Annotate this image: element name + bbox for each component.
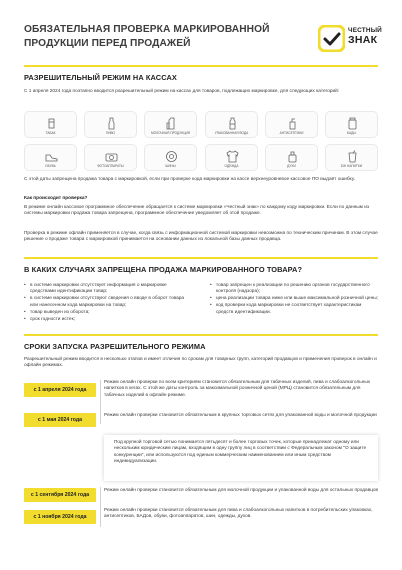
- timeline-line: [100, 487, 101, 527]
- list-item: • срок годности истек;: [24, 317, 192, 323]
- beer-icon: [105, 117, 118, 130]
- list-item: • цена реализации товара ниже или выше максимальной розничной цены;: [210, 296, 378, 302]
- category-label: УПАКОВАННАЯ ВОДА: [214, 131, 249, 135]
- stage-date-badge: с 1 мая 2024 года: [24, 413, 96, 427]
- category-card: [325, 111, 378, 138]
- category-label: ШИНЫ: [165, 164, 176, 168]
- perfume-icon: [286, 150, 299, 163]
- section-divider: [24, 334, 378, 336]
- list-item: • в системе маркировки отсутствуют сведения о вводе в оборот товара или нанесенном кода маркировки на товар;: [24, 296, 192, 309]
- logo-wordmark: [348, 27, 382, 46]
- soft-drinks-icon: [346, 150, 359, 163]
- section-title-timeline: СРОКИ ЗАПУСКА РАЗРЕШИТЕЛЬНОГО РЕЖИМА: [24, 342, 206, 351]
- category-label: ФОТОАППАРАТЫ: [97, 164, 124, 168]
- category-card: [84, 111, 137, 138]
- section-divider: [24, 65, 378, 67]
- category-label: ОБУВЬ: [45, 164, 56, 168]
- list-item: • в системе маркировки отсутствует информация о маркировке средствами идентификации товар;: [24, 283, 192, 296]
- category-label: ПИВО: [105, 131, 116, 135]
- title-line-1: ОБЯЗАТЕЛЬНАЯ ПРОВЕРКА МАРКИРОВАННОЙ: [24, 24, 270, 35]
- logo-big-text: ЗНАК: [348, 34, 378, 46]
- ban-note: С этой даты запрещена продажа товара с маркировкой, если при проверке кода маркировки на кассе верхнеуровневое кассовое ПО выдаёт ошибку.: [24, 177, 355, 182]
- category-card: [205, 111, 258, 138]
- category-label: МОЛОЧНАЯ ПРОДУКЦИЯ: [150, 131, 191, 135]
- category-label: ОДЕЖДА: [224, 164, 239, 168]
- category-card: [24, 144, 77, 171]
- category-card: [84, 144, 137, 171]
- stage-date-badge: с 1 сентября 2024 года: [24, 488, 96, 502]
- check-question: Как происходит проверка?: [24, 196, 88, 201]
- list-item: • товар выведен из оборота;: [24, 310, 192, 316]
- milk-icon: [165, 117, 178, 130]
- category-card: [24, 111, 77, 138]
- logo-mark-icon: [318, 25, 345, 52]
- tires-icon: [165, 150, 178, 163]
- chestny-znak-logo: [318, 25, 382, 55]
- stage-description: Режим онлайн проверки становится обязательным для молочной продукции и упакованной воды для остальных продавцов: [104, 488, 379, 493]
- supplements-icon: [346, 117, 359, 130]
- list-item: • код проверки кода маркировки не соответствует характеристикам средств идентификации.: [210, 303, 378, 316]
- section-intro: С 1 апреля 2024 года поэтапно вводится разрешительный режим на кассах для товаров, подлежащих маркировке, для следующих категорий:: [24, 89, 340, 94]
- water-icon: [226, 117, 239, 130]
- prohibited-list-left: [24, 283, 192, 324]
- logo-small-text: ЧЕСТНЫЙ: [348, 27, 382, 34]
- camera-icon: [105, 150, 118, 163]
- online-mode-text: В режиме онлайн кассовое программное обеспечение обращается к системе маркировки «Честный знак» по каждому коду маркировки. Если по данным из системы маркировки продажа товара запрещена, программное обеспечение уведомляет об этой продаже.: [24, 205, 370, 217]
- stage-description: Режим онлайн проверки становится обязательным для пива и слабоалкогольных напитков в потребительских упаковках, антисептиков, БАДов, обуви, фотоаппаратов, шин, одежды, духов.: [104, 508, 373, 520]
- section-title-cash-register: РАЗРЕШИТЕЛЬНЫЙ РЕЖИМ НА КАССАХ: [24, 73, 177, 82]
- list-item: • товар запрещен к реализации по решению органов государственного контроля (надзора);: [210, 283, 378, 296]
- offline-mode-text: Проверка в режиме офлайн применяется в случае, когда связь с информационной системой маркировки невозможна по техническим причинам. В этом случае решение о продаже товара с маркировкой принимается на основании данных из локальной базы данных продавца.: [24, 231, 378, 243]
- stage-description: Режим онлайн проверки становится обязательным в крупных торговых сетях для упакованной воды и молочной продукции: [104, 413, 377, 418]
- document-title: [24, 23, 294, 51]
- large-retail-note: Под крупной торговой сетью понимается пятьдесят и более торговых точек, которые принадлежат одному или нескольким юридическим лицам, входящим в одну группу лиц в соответствии с Федеральным законом "О защите конкуренции", или используются под единым коммерческим наименованием или иным средством индивидуализации.: [104, 435, 378, 481]
- antiseptic-icon: [286, 117, 299, 130]
- timeline-intro: Разрешительный режим вводится в несколько этапов и имеет отличия по срокам для товарных групп, категорий продавцов и применения проверок в онлайн и офлайн режимах.: [24, 357, 377, 369]
- timeline-line: [100, 380, 101, 424]
- category-label: БЖ НАПИТКИ: [341, 164, 362, 168]
- section-title-prohibited: В КАКИХ СЛУЧАЯХ ЗАПРЕЩЕНА ПРОДАЖА МАРКИРОВАННОГО ТОВАРА?: [24, 265, 303, 274]
- title-line-2: ПРОДУКЦИИ ПЕРЕД ПРОДАЖЕЙ: [24, 38, 191, 49]
- category-label: ДУХИ: [287, 164, 296, 168]
- stage-date-badge: с 1 ноября 2024 года: [24, 510, 96, 524]
- clothes-icon: [226, 150, 239, 163]
- category-card: [265, 144, 318, 171]
- category-label: БАДЫ: [346, 131, 357, 135]
- category-card: [144, 111, 197, 138]
- category-label: АНТИСЕПТИКИ: [279, 131, 304, 135]
- stage-date-badge: с 1 апреля 2024 года: [24, 383, 96, 397]
- tobacco-icon: [45, 117, 58, 130]
- prohibited-list-right: [210, 283, 378, 317]
- category-card: [325, 144, 378, 171]
- category-card: [265, 111, 318, 138]
- category-label: ТАБАК: [45, 131, 56, 135]
- section-divider: [24, 257, 378, 259]
- stage-description: Режим онлайн проверки по всем критериям становится обязательным для табачных изделий, пива и слабоалкогольных напитков в кегах. С этой же даты контроль за максимальной розничной ценой (МРЦ) становится обязательным для табачных изделий в офлайн режиме.: [104, 380, 371, 398]
- category-card: [144, 144, 197, 171]
- category-card: [205, 144, 258, 171]
- shoes-icon: [45, 150, 58, 163]
